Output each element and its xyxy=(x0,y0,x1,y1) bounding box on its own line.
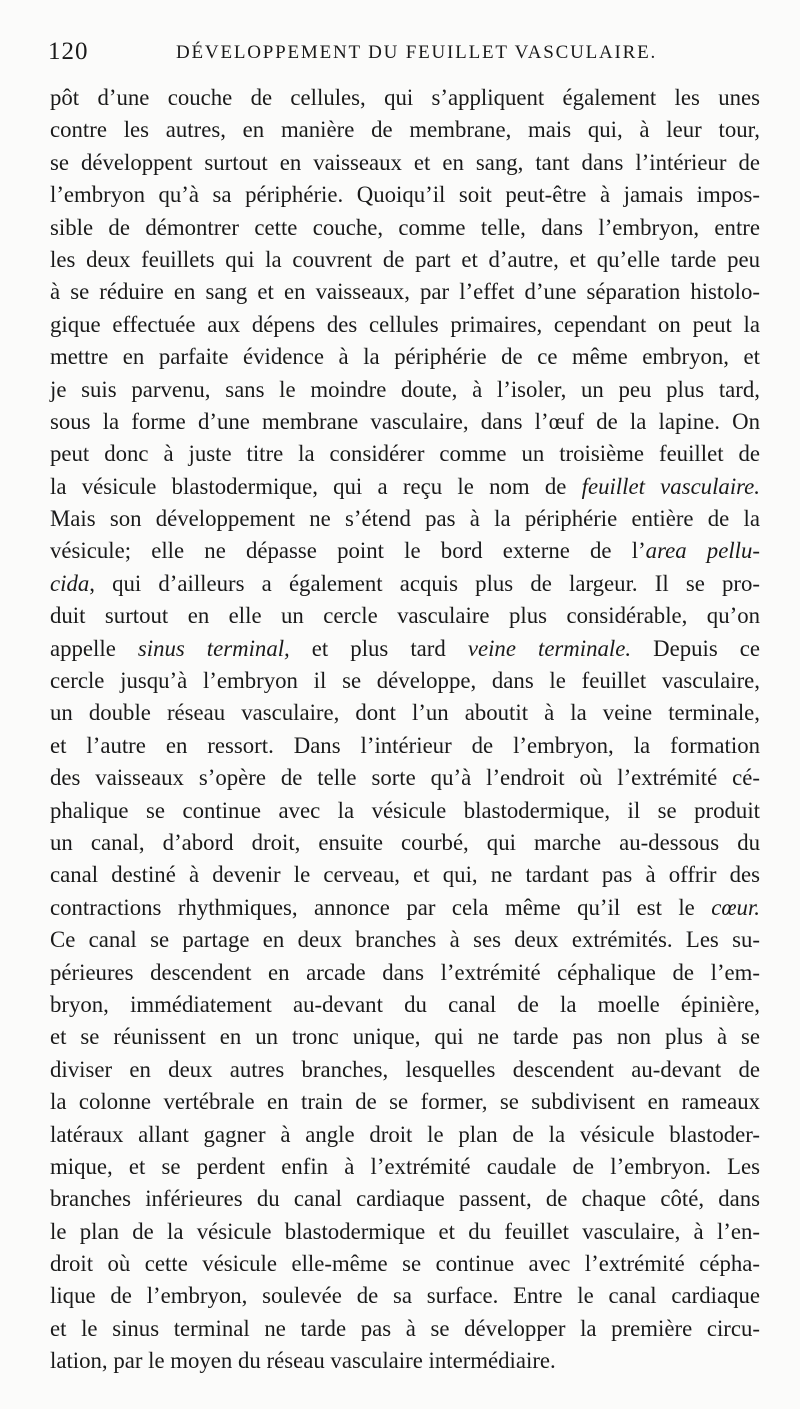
italic-term: cida xyxy=(50,570,90,596)
text-line xyxy=(50,762,760,794)
text-run: la colonne vertébrale en train de se former, se subdivisent en rameaux xyxy=(50,1089,760,1115)
italic-term: sinus terminal, xyxy=(137,635,290,661)
text-run: latéraux allant gagner à angle droit le plan de la vésicule blastoder- xyxy=(50,1121,760,1147)
text-line xyxy=(50,82,760,114)
text-run: canal destiné à devenir le cerveau, et qui, ne tardant pas à offrir des xyxy=(50,862,760,888)
text-run: se développent surtout en vaisseaux et en sang, tant dans l’intérieur de xyxy=(50,149,760,175)
text-run: et le sinus terminal ne tarde pas à se développer la première circu- xyxy=(50,1315,760,1341)
text-run: branches inférieures du canal cardiaque passent, de chaque côté, dans xyxy=(50,1186,760,1212)
text-run: , qui d’ailleurs a également acquis plus de largeur. Il se pro- xyxy=(89,570,760,596)
page-number: 120 xyxy=(48,38,89,65)
text-line xyxy=(50,471,760,503)
body-paragraph xyxy=(50,82,760,1378)
text-line xyxy=(50,309,760,341)
text-run: mique, et se perdent enfin à l’extrémité caudale de l’embryon. Les xyxy=(50,1153,760,1179)
text-run: et se réunissent en un tronc unique, qui ne tarde pas non plus à se xyxy=(50,1024,760,1050)
text-line xyxy=(50,535,760,567)
text-run: un double réseau vasculaire, dont l’un aboutit à la veine terminale, xyxy=(50,700,760,726)
text-run: droit où cette vésicule elle-même se continue avec l’extrémité cépha- xyxy=(50,1251,760,1277)
text-line xyxy=(50,114,760,146)
text-line xyxy=(50,859,760,891)
text-line xyxy=(50,989,760,1021)
text-line xyxy=(50,827,760,859)
page-header xyxy=(48,38,748,70)
text-run: contractions rhythmiques, annonce par cela même qu’il est le xyxy=(50,894,712,920)
text-run: Depuis ce xyxy=(631,635,760,661)
text-run: sous la forme d’une membrane vasculaire, dans l’œuf de la lapine. On xyxy=(50,408,760,434)
text-run: contre les autres, en manière de membrane, mais qui, à leur tour, xyxy=(50,117,760,143)
text-run: mettre en parfaite évidence à la périphérie de ce même embryon, et xyxy=(50,344,760,370)
text-run: peut donc à juste titre la considérer comme un troisième feuillet de xyxy=(50,441,760,467)
text-line xyxy=(50,438,760,470)
text-run: lation, par le moyen du réseau vasculaire intermédiaire. xyxy=(50,1348,556,1374)
text-line xyxy=(50,697,760,729)
italic-term: area pellu- xyxy=(645,538,760,564)
text-run: un canal, d’abord droit, ensuite courbé, qui marche au-dessous du xyxy=(50,829,760,855)
text-line xyxy=(50,957,760,989)
text-line xyxy=(50,1280,760,1312)
text-line xyxy=(50,1216,760,1248)
text-line xyxy=(50,665,760,697)
text-run: diviser en deux autres branches, lesquelles descendent au-devant de xyxy=(50,1056,760,1082)
text-run: appelle xyxy=(50,635,138,661)
text-line xyxy=(50,1054,760,1086)
text-run: à se réduire en sang et en vaisseaux, par l’effet d’une séparation histolo- xyxy=(50,279,760,305)
text-line xyxy=(50,341,760,373)
running-title: DÉVELOPPEMENT DU FEUILLET VASCULAIRE. xyxy=(176,42,658,63)
text-line xyxy=(50,276,760,308)
text-run: les deux feuillets qui la couvrent de part et d’autre, et qu’elle tarde peu xyxy=(50,246,760,272)
text-run: je suis parvenu, sans le moindre doute, à l’isoler, un peu plus tard, xyxy=(50,376,760,402)
text-run: bryon, immédiatement au-devant du canal de la moelle épinière, xyxy=(50,991,760,1017)
text-line xyxy=(50,795,760,827)
text-line xyxy=(50,212,760,244)
text-run: l’embryon qu’à sa périphérie. Quoiqu’il soit peut-être à jamais impos- xyxy=(50,182,760,208)
text-run: gique effectuée aux dépens des cellules primaires, cependant on peut la xyxy=(50,311,760,337)
text-line xyxy=(50,1345,760,1377)
italic-term: feuillet vasculaire. xyxy=(581,473,760,499)
text-run: périeures descendent en arcade dans l’extrémité céphalique de l’em- xyxy=(50,959,760,985)
text-run: pôt d’une couche de cellules, qui s’appliquent également les unes xyxy=(50,85,760,110)
text-line xyxy=(50,1086,760,1118)
text-line xyxy=(50,633,760,665)
text-run: cercle jusqu’à l’embryon il se développe, dans le feuillet vasculaire, xyxy=(50,668,760,694)
italic-term: veine terminale. xyxy=(467,635,632,661)
text-run: Mais son développement ne s’étend pas à la périphérie entière de la xyxy=(50,506,760,532)
text-line xyxy=(50,179,760,211)
text-line xyxy=(50,374,760,406)
text-run: sible de démontrer cette couche, comme telle, dans l’embryon, entre xyxy=(50,214,760,240)
text-line xyxy=(50,568,760,600)
text-line xyxy=(50,730,760,762)
text-line xyxy=(50,147,760,179)
text-line xyxy=(50,1151,760,1183)
text-run: lique de l’embryon, soulevée de sa surface. Entre le canal cardiaque xyxy=(50,1283,760,1309)
text-line xyxy=(50,1313,760,1345)
text-run: des vaisseaux s’opère de telle sorte qu’à l’endroit où l’extrémité cé- xyxy=(50,765,760,791)
text-line xyxy=(50,244,760,276)
text-line xyxy=(50,924,760,956)
text-line xyxy=(50,892,760,924)
italic-term: cœur. xyxy=(711,894,760,920)
text-line xyxy=(50,1021,760,1053)
text-run: et l’autre en ressort. Dans l’intérieur de l’embryon, la formation xyxy=(50,732,760,758)
text-run: la vésicule blastodermique, qui a reçu le nom de xyxy=(50,473,582,499)
text-line xyxy=(50,1183,760,1215)
text-line xyxy=(50,1119,760,1151)
text-line xyxy=(50,503,760,535)
text-line xyxy=(50,600,760,632)
text-run: phalique se continue avec la vésicule blastodermique, il se produit xyxy=(50,797,760,823)
text-run: vésicule; elle ne dépasse point le bord externe de l’ xyxy=(50,538,646,564)
text-run: Ce canal se partage en deux branches à ses deux extrémités. Les su- xyxy=(50,927,760,953)
text-run: duit surtout en elle un cercle vasculaire plus considérable, qu’on xyxy=(50,603,760,629)
text-line xyxy=(50,406,760,438)
text-run: le plan de la vésicule blastodermique et du feuillet vasculaire, à l’en- xyxy=(50,1218,760,1244)
text-line xyxy=(50,1248,760,1280)
text-run: et plus tard xyxy=(289,635,468,661)
